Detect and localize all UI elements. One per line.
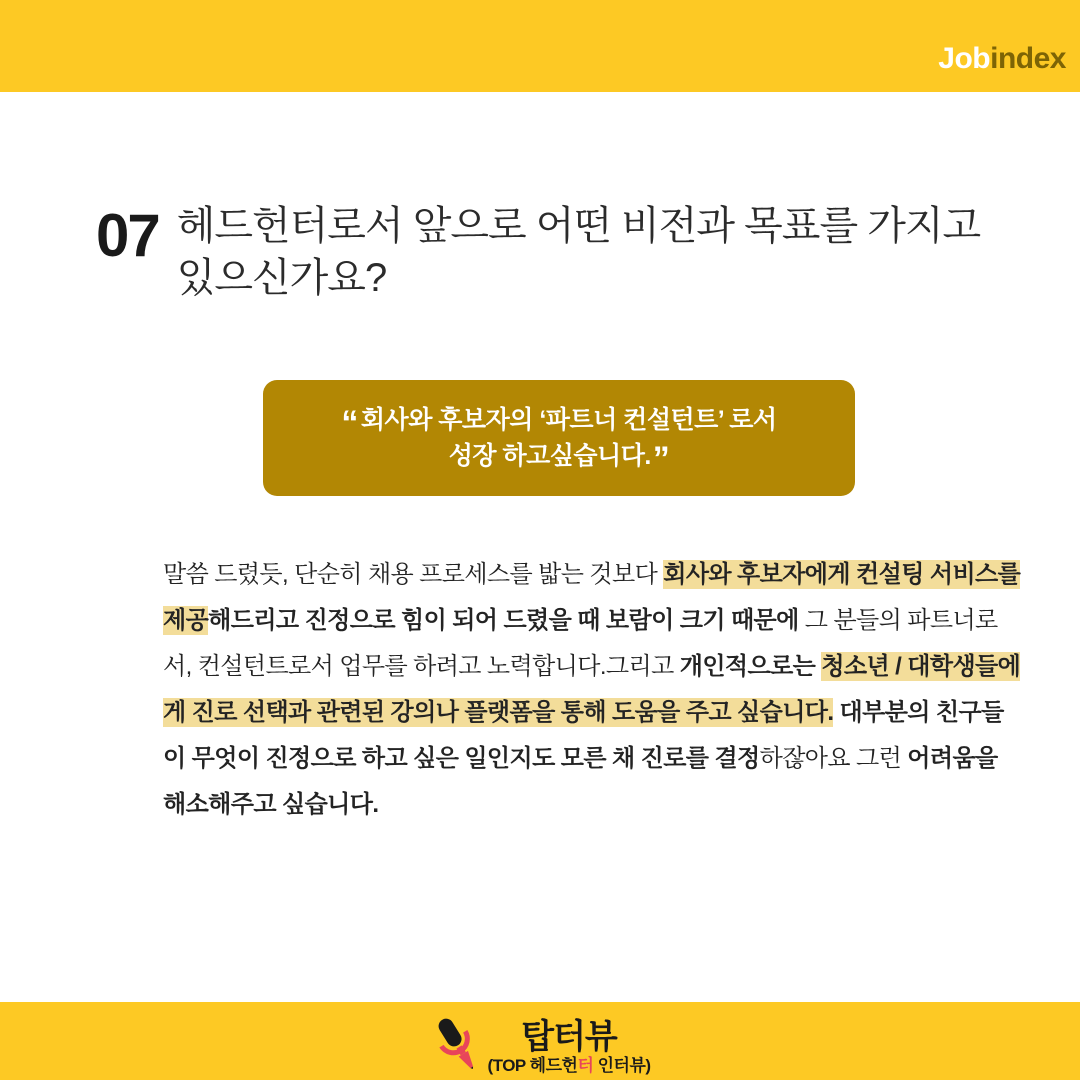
brand-index: index [990, 42, 1066, 75]
quote-banner [263, 380, 855, 496]
footer-logo [0, 1012, 1080, 1074]
footer-logo-sub-prefix: (TOP 헤드헌 [487, 1056, 578, 1075]
question-number: 07 [96, 202, 159, 269]
answer-segment: 개인적으로는 [679, 653, 822, 681]
answer-segment: 그 분들의 파트너로서, 컨설턴트로서 업무를 하려고 노력합니다. [163, 607, 998, 681]
quote-text-1: 회사와 후보자의 ‘파트너 컨설턴트’ 로서 [360, 405, 777, 434]
answer-segment: 하잖아요 그런 [759, 745, 908, 773]
quote-line-2 [448, 438, 670, 478]
quote-open-icon: “ [341, 403, 358, 442]
answer-segment: 말씀 드렸듯, 단순히 채용 프로세스를 밟는 것보다 [163, 561, 664, 588]
answer-paragraph [163, 552, 1023, 828]
footer-logo-main: 탑터뷰 [521, 1018, 617, 1056]
footer-logo-sub-accent: 터 [577, 1056, 594, 1075]
answer-segment: 그리고 [605, 653, 680, 681]
footer-logo-sub [487, 1057, 650, 1074]
answer-segment: 해드리고 진정으로 힘이 되어 드렸을 때 보람이 크기 때문에 [208, 607, 799, 635]
quote-close-icon: ” [652, 440, 670, 478]
answer-segment: 회사와 후보자에게 컨설팅 서비스를 제공 [163, 561, 1021, 635]
question-text: 헤드헌터로서 앞으로 어떤 비전과 목표를 가지고 있으신가요? [176, 204, 981, 300]
answer-segment: 대부분의 친구들이 무엇이 진정으로 하고 싶은 일인지도 모른 채 진로를 결정 [163, 699, 1004, 773]
quote-text-2: 성장 하고싶습니다. [448, 442, 651, 470]
microphone-icon [429, 1012, 483, 1074]
footer-logo-sub-suffix: 인터뷰) [593, 1056, 651, 1075]
answer-segment: 어려움을 해소해주고 싶습니다. [163, 745, 998, 819]
brand-job: Job [938, 42, 991, 75]
answer-segment: 청소년 / 대학생들에게 진로 선택과 관련된 강의나 플랫폼을 통해 도움을 주고 싶습니다. [163, 653, 1021, 727]
jobindex-logo [938, 44, 1066, 74]
top-bar [0, 0, 1080, 92]
quote-line-1 [341, 402, 777, 442]
question-block [96, 200, 996, 304]
